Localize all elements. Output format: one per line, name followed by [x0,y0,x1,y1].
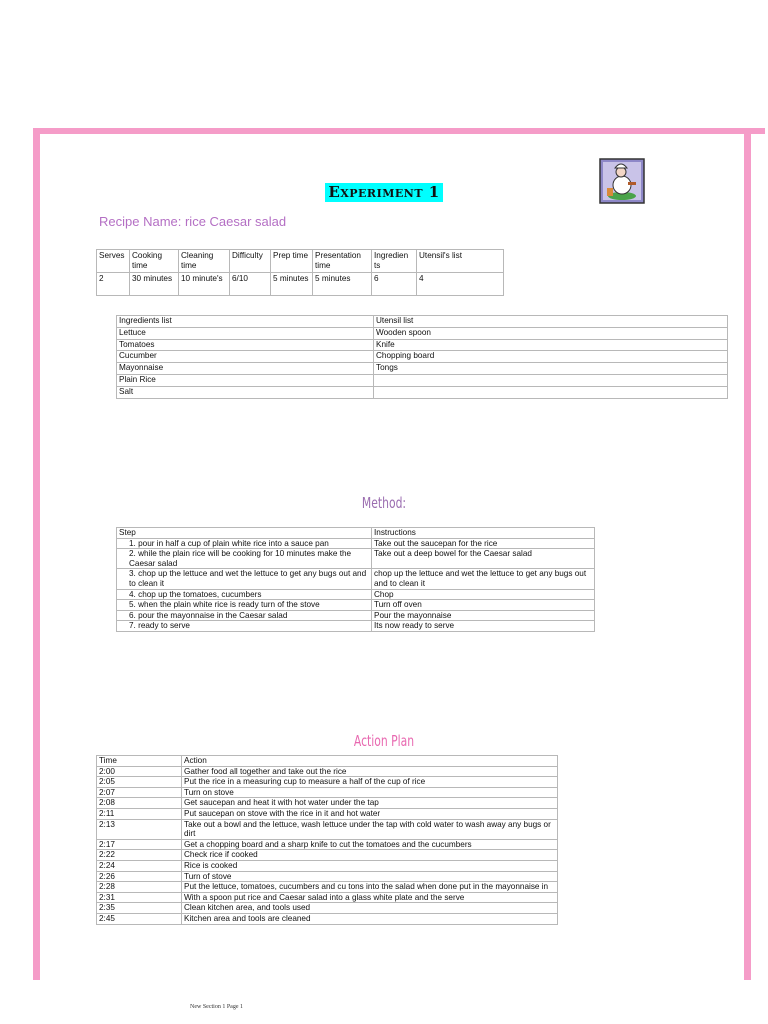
table-cell: Knife [374,339,728,351]
table-cell: Rice is cooked [182,860,558,871]
page-title: Experiment 1 [325,183,442,202]
method-heading: Method: [361,494,407,512]
table-cell: Step [117,528,372,539]
table-cell: Utensil's list [417,250,504,273]
table-row [117,569,595,589]
table-cell: Salt [117,386,374,398]
table-cell: Put the lettuce, tomatoes, cucumbers and cu tons into the salad when done put in the mayonnaise in [182,882,558,893]
table-cell: Turn on stove [182,787,558,798]
table-cell: Cleaning time [179,250,230,273]
table-row [97,787,558,798]
table-cell: 2:08 [97,798,182,809]
table-cell: 1. pour in half a cup of plain white rice into a sauce pan [117,538,372,549]
table-cell: 5 minutes [313,273,372,296]
table-row [117,621,595,632]
table-row [117,549,595,569]
table-row [97,913,558,924]
table-row [117,339,728,351]
table-cell: 2:45 [97,913,182,924]
table-cell: 2. while the plain rice will be cooking for 10 minutes make the Caesar salad [117,549,372,569]
chef-clipart-icon [599,158,645,204]
table-cell: Take out a deep bowel for the Caesar salad [372,549,595,569]
table-cell: Action [182,756,558,767]
page-frame-left [33,128,40,980]
table-cell: 2:11 [97,808,182,819]
table-cell: Difficulty [230,250,271,273]
table-cell: 2:07 [97,787,182,798]
table-row [117,610,595,621]
table-cell: 2 [97,273,130,296]
table-row [97,860,558,871]
summary-header-row [97,250,504,273]
table-cell: Presentation time [313,250,372,273]
table-cell: 2:13 [97,819,182,839]
table-cell: Check rice if cooked [182,850,558,861]
table-cell: Mayonnaise [117,363,374,375]
table-cell: With a spoon put rice and Caesar salad into a glass white plate and the serve [182,892,558,903]
table-row [97,808,558,819]
table-cell: chop up the lettuce and wet the lettuce to get any bugs out and to clean it [372,569,595,589]
table-row [97,798,558,809]
table-cell: 2:24 [97,860,182,871]
table-cell: Chop [372,589,595,600]
table-cell: Wooden spoon [374,327,728,339]
table-row [117,538,595,549]
table-cell: 6 [372,273,417,296]
summary-table [96,249,504,296]
page-frame-right [744,128,751,980]
table-row [117,600,595,611]
table-cell: Put saucepan on stove with the rice in it and hot water [182,808,558,819]
table-cell: Get saucepan and heat it with hot water under the tap [182,798,558,809]
table-row [117,374,728,386]
table-row [97,882,558,893]
table-row [117,386,728,398]
table-cell: Gather food all together and take out the rice [182,766,558,777]
ingredients-table [116,315,728,399]
table-cell: Plain Rice [117,374,374,386]
table-cell: Time [97,756,182,767]
table-cell: Turn off oven [372,600,595,611]
table-cell: 5. when the plain white rice is ready turn of the stove [117,600,372,611]
table-cell: 2:05 [97,777,182,788]
table-cell: 2:35 [97,903,182,914]
table-row [117,589,595,600]
table-cell: 3. chop up the lettuce and wet the lettuce to get any bugs out and to clean it [117,569,372,589]
action-plan-heading: Action Plan [353,732,415,750]
table-row [97,850,558,861]
table-cell: 30 minutes [130,273,179,296]
action-header-row [97,756,558,767]
table-cell: Pour the mayonnaise [372,610,595,621]
page-footer: New Section 1 Page 1 [190,1004,243,1010]
table-cell: 2:26 [97,871,182,882]
table-cell: Serves [97,250,130,273]
table-cell: 10 minute's [179,273,230,296]
table-cell: Kitchen area and tools are cleaned [182,913,558,924]
method-header-row [117,528,595,539]
method-table [116,527,595,632]
table-cell: 7. ready to serve [117,621,372,632]
table-cell: 2:17 [97,839,182,850]
table-cell: 4. chop up the tomatoes, cucumbers [117,589,372,600]
table-cell: Chopping board [374,351,728,363]
table-cell: Ingredien ts [372,250,417,273]
table-cell: Lettuce [117,327,374,339]
table-cell: 2:00 [97,766,182,777]
table-cell [374,374,728,386]
table-cell: 2:22 [97,850,182,861]
action-plan-table [96,755,558,925]
table-row [117,351,728,363]
summary-value-row [97,273,504,296]
table-cell: Cucumber [117,351,374,363]
table-cell: Its now ready to serve [372,621,595,632]
table-cell: 2:28 [97,882,182,893]
table-cell: Instructions [372,528,595,539]
table-row [97,777,558,788]
table-cell: Get a chopping board and a sharp knife to cut the tomatoes and the cucumbers [182,839,558,850]
page-frame-top [33,128,765,134]
ingredients-header-row [117,316,728,328]
title-wrap [0,183,768,202]
table-cell: 5 minutes [271,273,313,296]
table-row [117,363,728,375]
table-cell: Take out a bowl and the lettuce, wash lettuce under the tap with cold water to wash away any bugs or dirt [182,819,558,839]
table-cell: Prep time [271,250,313,273]
table-cell: 6/10 [230,273,271,296]
table-row [117,327,728,339]
table-cell [374,386,728,398]
table-row [97,819,558,839]
table-cell: Clean kitchen area, and tools used [182,903,558,914]
table-row [97,839,558,850]
table-cell: 4 [417,273,504,296]
table-row [97,766,558,777]
table-cell: 6. pour the mayonnaise in the Caesar salad [117,610,372,621]
table-cell: Put the rice in a measuring cup to measure a half of the cup of rice [182,777,558,788]
table-cell: Tongs [374,363,728,375]
table-row [97,903,558,914]
table-cell: Ingredients list [117,316,374,328]
table-cell: Turn of stove [182,871,558,882]
table-cell: Tomatoes [117,339,374,351]
recipe-name: Recipe Name: rice Caesar salad [99,214,287,229]
table-cell: Cooking time [130,250,179,273]
table-cell: Take out the saucepan for the rice [372,538,595,549]
table-cell: 2:31 [97,892,182,903]
table-row [97,892,558,903]
table-cell: Utensil list [374,316,728,328]
table-row [97,871,558,882]
